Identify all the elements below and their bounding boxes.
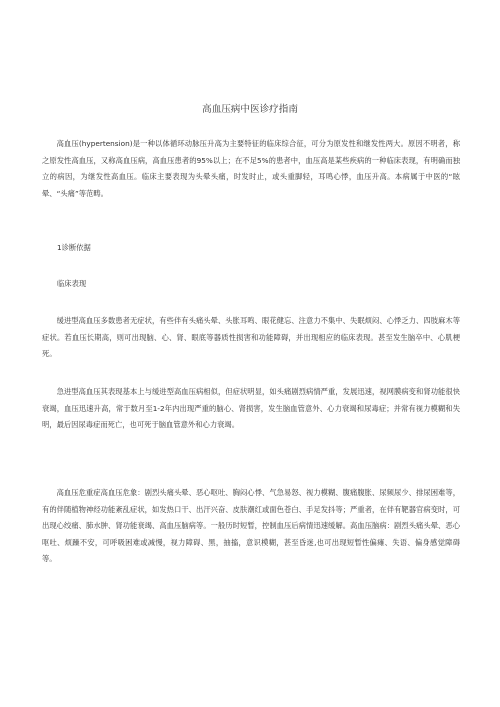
section-heading: 1诊断依据 <box>57 243 91 252</box>
acute-hypertension-paragraph: 急进型高血压其表现基本上与缓进型高血压病相似，但症状明显，如头痛剧烈病情严重，发展迅速，视网膜病变和肾功能很快衰竭，血压迅速升高，常于数月至1-2年内出现严重的脑心、肾损害，发生脑血管意外、心力衰竭和尿毒症；并常有视力模糊和失明，最后因尿毒症而死亡，也可死于脑血管意外和心力衰竭。 <box>42 387 460 430</box>
slow-hypertension-paragraph: 缓进型高血压多数患者无症状，有些伴有头痛头晕、头胀耳鸣、眼花健忘、注意力不集中、失眠烦闷、心悸乏力、四肢麻木等症状。若血压长期高，则可出现脑、心、肾、眼底等器质性损害和功能障碍，并出现相应的临床表现。甚至发生脑卒中、心肌梗死。 <box>42 316 460 359</box>
intro-paragraph: 高血压(hypertension)是一种以体循环动脉压升高为主要特征的临床综合征，可分为原发性和继发性两大。原因不明者，称之原发性高血压，又称高血压病，高血压患者的95%以上；在不足5%的患者中，血压高是某些疾病的一种临床表现，有明确而独立的病因，为继发性高血压。临床主要表现为头晕头痛，时发时止，或头重脚轻，耳鸣心悸，血压升高。本病属于中医的“眩晕、“头痛”等范畴。 <box>42 139 460 198</box>
page-title: 高血压病中医诊疗指南 <box>202 104 298 115</box>
subsection-heading: 临床表现 <box>57 279 87 288</box>
critical-hypertension-paragraph: 高血压危重症高血压危象：剧烈头痛头晕、恶心呕吐、胸闷心悸、气急易怒、视力模糊、腹痛腹胀、尿频尿少、排尿困难等，有的伴随植物神经功能紊乱症状，如发热口干、出汗兴奋、皮肤潮红或面色苍白、手足发抖等；严重者，在伴有靶器官病变时，可出现心绞痛、肺水肿、肾功能衰竭、高血压脑病等。一般历时短暂，控制血压后病情迅速缓解。高血压脑病：剧烈头痛头晕、恶心呕吐、烦躁不安，可呼吸困难或减慢，视力障碍、黑，抽搐，意识模糊，甚至昏迷,也可出现短暂性偏瘫、失语、偏身感觉障碍等。 <box>42 488 460 564</box>
